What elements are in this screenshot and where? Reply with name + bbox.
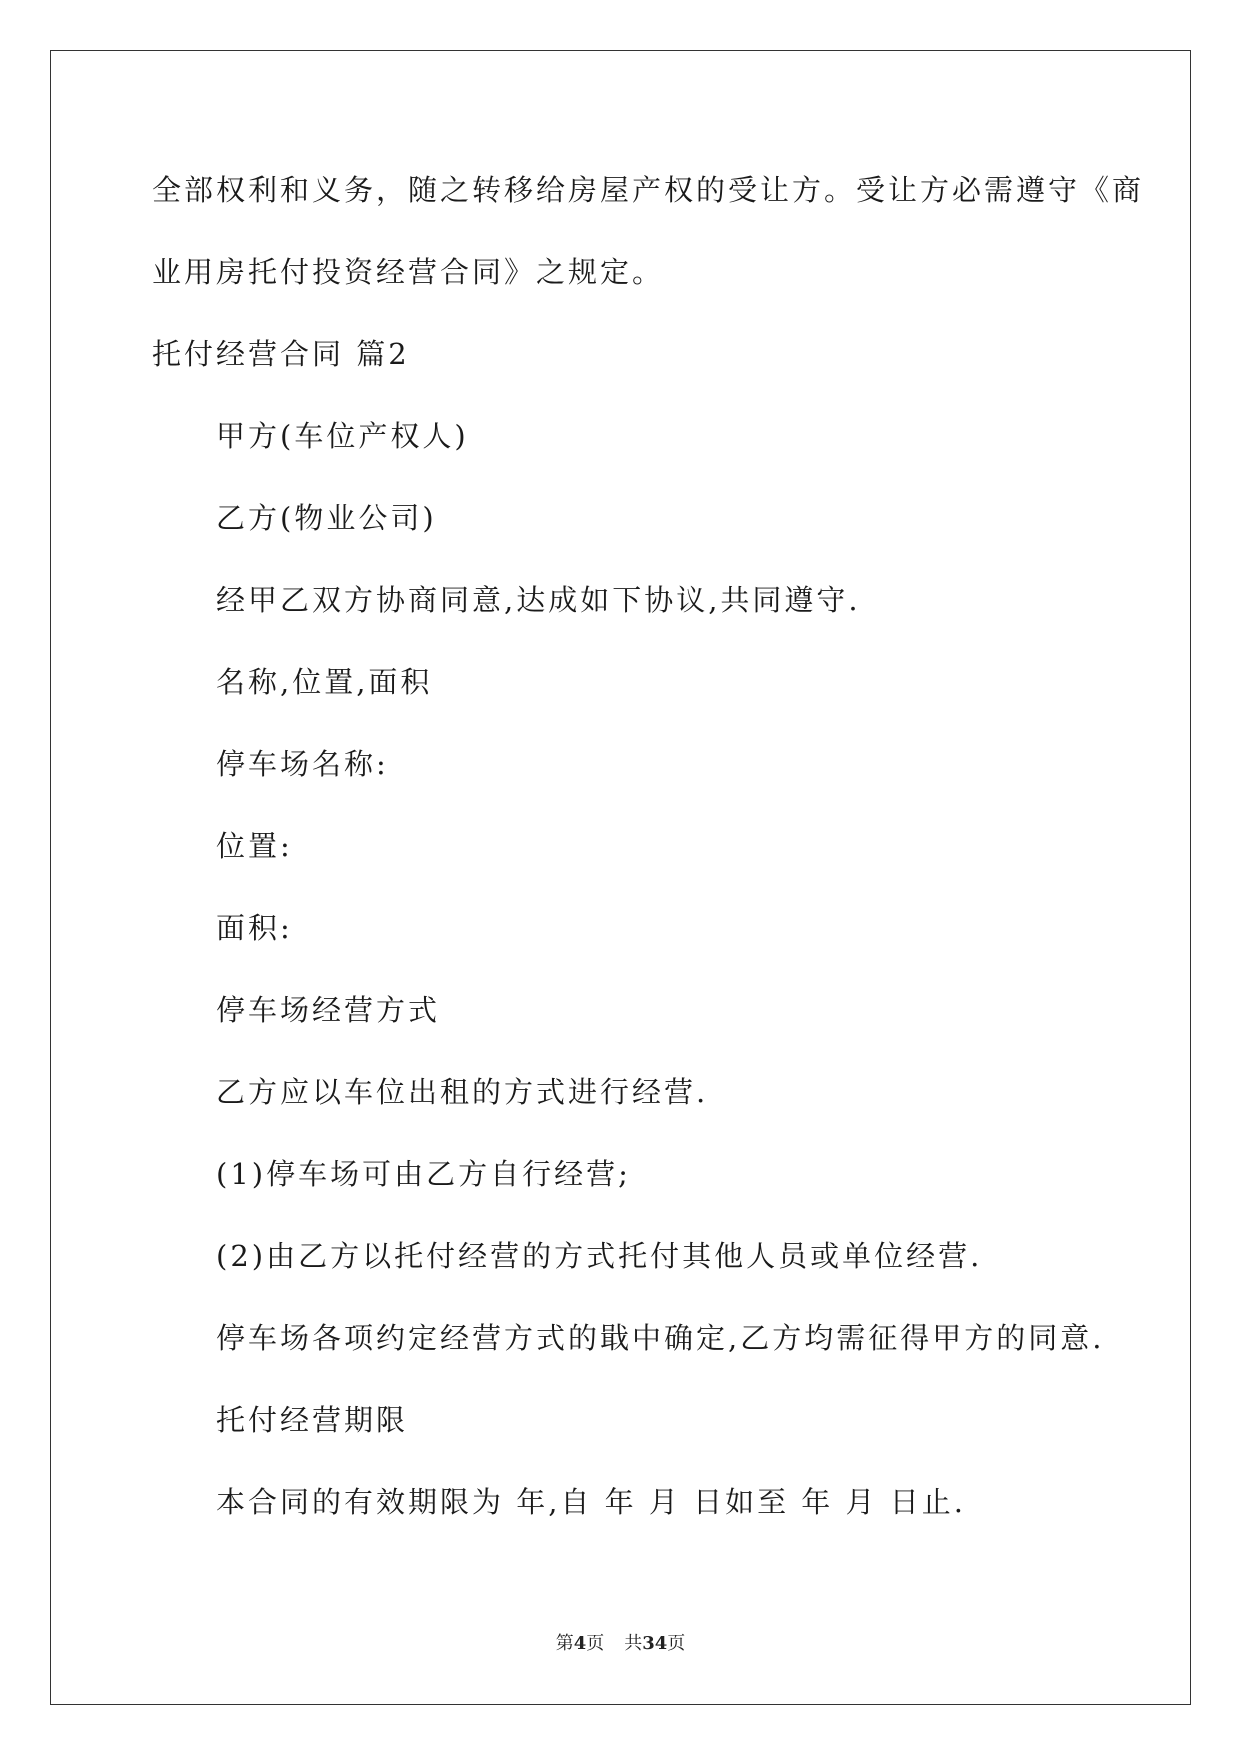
paragraph-line: 面积:	[216, 911, 293, 945]
paragraph-line: 停车场各项约定经营方式的戢中确定,乙方均需征得甲方的同意.	[216, 1321, 1105, 1355]
footer-page-prefix: 第	[555, 1633, 574, 1654]
footer-page-suffix: 页	[586, 1633, 605, 1654]
paragraph-line: 托付经营期限	[216, 1403, 409, 1437]
paragraph-line: 乙方(物业公司)	[216, 501, 437, 535]
footer-total-prefix: 共	[624, 1633, 643, 1654]
paragraph-line: 乙方应以车位出租的方式进行经营.	[216, 1075, 709, 1109]
paragraph-line: 名称,位置,面积	[216, 665, 433, 699]
paragraph-line: 本合同的有效期限为 年,自 年 月 日如至 年 月 日止.	[216, 1485, 966, 1519]
paragraph-line: 业用房托付投资经营合同》之规定。	[152, 255, 665, 289]
paragraph-line: 停车场经营方式	[216, 993, 441, 1027]
footer-total-suffix: 页	[667, 1633, 686, 1654]
page-footer	[0, 1632, 1241, 1656]
paragraph-line: (2)由乙方以托付经营的方式托付其他人员或单位经营.	[216, 1239, 983, 1273]
paragraph-line: 经甲乙双方协商同意,达成如下协议,共同遵守.	[216, 583, 861, 617]
paragraph-line: 全部权利和义务，随之转移给房屋产权的受让方。受让方必需遵守《商	[152, 173, 1145, 207]
paragraph-line: (1)停车场可由乙方自行经营;	[216, 1157, 631, 1191]
paragraph-line: 停车场名称:	[216, 747, 389, 781]
paragraph-line: 位置:	[216, 829, 293, 863]
section-heading: 托付经营合同 篇2	[152, 337, 410, 371]
paragraph-line: 甲方(车位产权人)	[216, 419, 469, 453]
footer-page-number: 4	[573, 1633, 587, 1654]
footer-total-pages: 34	[642, 1633, 668, 1654]
page-border	[50, 50, 1191, 1705]
